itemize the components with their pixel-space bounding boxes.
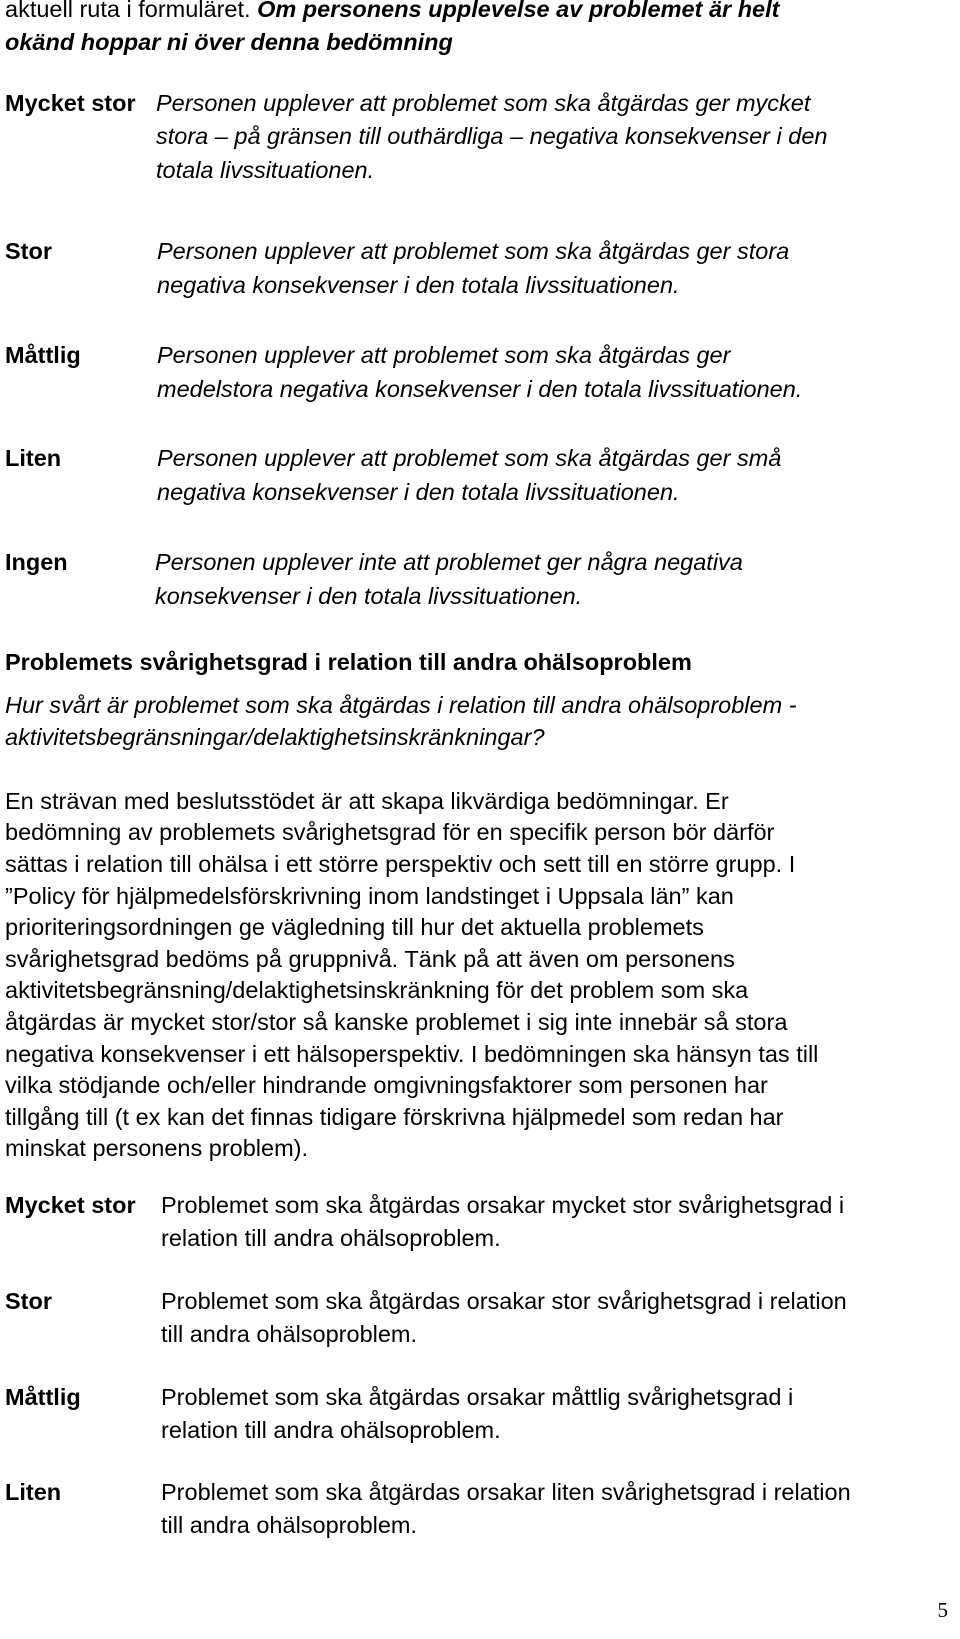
consequence-term-mattlig: Måttlig xyxy=(5,342,81,368)
consequence-term-ingen: Ingen xyxy=(5,549,68,575)
body-line: tillgång till (t ex kan det finnas tidigare förskrivna hjälpmedel som redan har xyxy=(5,1104,784,1130)
severity-term-stor: Stor xyxy=(5,1288,52,1314)
severity-term-liten: Liten xyxy=(5,1479,62,1505)
body-line: svårighetsgrad bedöms på gruppnivå. Tänk på att även om personens xyxy=(5,946,735,972)
severity-term-mattlig: Måttlig xyxy=(5,1384,81,1410)
severity-desc-line: relation till andra ohälsoproblem. xyxy=(161,1417,501,1443)
body-line: vilka stödjande och/eller hindrande omgivningsfaktorer som personen har xyxy=(5,1072,768,1098)
body-line: En strävan med beslutsstödet är att skapa likvärdiga bedömningar. Er xyxy=(5,788,729,814)
severity-desc-line: Problemet som ska åtgärdas orsakar liten svårighetsgrad i relation xyxy=(161,1479,851,1505)
consequence-desc-line: Personen upplever att problemet som ska åtgärdas ger xyxy=(157,342,731,368)
consequence-term-mycket-stor: Mycket stor xyxy=(5,90,136,116)
consequence-desc-line: negativa konsekvenser i den totala livssituationen. xyxy=(157,479,680,505)
body-line: negativa konsekvenser i ett hälsoperspektiv. I bedömningen ska hänsyn tas till xyxy=(5,1041,819,1067)
severity-desc-line: Problemet som ska åtgärdas orsakar stor svårighetsgrad i relation xyxy=(161,1288,847,1314)
severity-desc-line: Problemet som ska åtgärdas orsakar måttlig svårighetsgrad i xyxy=(161,1384,794,1410)
body-line: aktivitetsbegränsning/delaktighetsinskränkning för det problem som ska xyxy=(5,977,749,1003)
body-line: bedömning av problemets svårighetsgrad för en specifik person bör därför xyxy=(5,819,775,845)
body-line: åtgärdas är mycket stor/stor så kanske problemet i sig inte innebär så stora xyxy=(5,1009,788,1035)
body-line: prioriteringsordningen ge vägledning till hur det aktuella problemets xyxy=(5,914,704,940)
consequence-desc-line: stora – på gränsen till outhärdliga – negativa konsekvenser i den xyxy=(156,123,828,149)
consequence-desc-line: konsekvenser i den totala livssituationen. xyxy=(155,583,583,609)
section-heading: Problemets svårighetsgrad i relation till andra ohälsoproblem xyxy=(5,649,692,675)
consequence-desc-line: totala livssituationen. xyxy=(156,157,375,183)
page-number: 5 xyxy=(937,1598,948,1622)
consequence-desc-line: medelstora negativa konsekvenser i den totala livssituationen. xyxy=(157,376,803,402)
body-line: ”Policy för hjälpmedelsförskrivning inom landstinget i Uppsala län” kan xyxy=(5,883,734,909)
severity-desc-line: relation till andra ohälsoproblem. xyxy=(161,1225,501,1251)
consequence-term-stor: Stor xyxy=(5,238,52,264)
intro-plain-text: aktuell ruta i formuläret. xyxy=(5,0,258,22)
severity-desc-line: till andra ohälsoproblem. xyxy=(161,1321,418,1347)
consequence-term-liten: Liten xyxy=(5,445,62,471)
severity-desc-line: Problemet som ska åtgärdas orsakar mycket stor svårighetsgrad i xyxy=(161,1192,845,1218)
body-line: minskat personens problem). xyxy=(5,1135,309,1161)
consequence-desc-line: Personen upplever att problemet som ska åtgärdas ger små xyxy=(157,445,782,471)
body-line: sättas i relation till ohälsa i ett större perspektiv och sett till en större grupp. I xyxy=(5,851,796,877)
severity-term-mycket-stor: Mycket stor xyxy=(5,1192,136,1218)
intro-line-2: okänd hoppar ni över denna bedömning xyxy=(5,29,453,55)
consequence-desc-line: Personen upplever att problemet som ska åtgärdas ger mycket xyxy=(156,90,811,116)
consequence-desc-line: Personen upplever inte att problemet ger några negativa xyxy=(155,549,743,575)
section-question-line: Hur svårt är problemet som ska åtgärdas i relation till andra ohälsoproblem - xyxy=(5,692,797,718)
consequence-desc-line: negativa konsekvenser i den totala livssituationen. xyxy=(157,272,680,298)
section-question-line: aktivitetsbegränsningar/delaktighetsinskränkningar? xyxy=(5,724,545,750)
severity-desc-line: till andra ohälsoproblem. xyxy=(161,1512,418,1538)
consequence-desc-line: Personen upplever att problemet som ska åtgärdas ger stora xyxy=(157,238,790,264)
intro-line-1 xyxy=(5,0,779,24)
intro-bold-text: Om personens upplevelse av problemet är helt xyxy=(257,0,780,22)
